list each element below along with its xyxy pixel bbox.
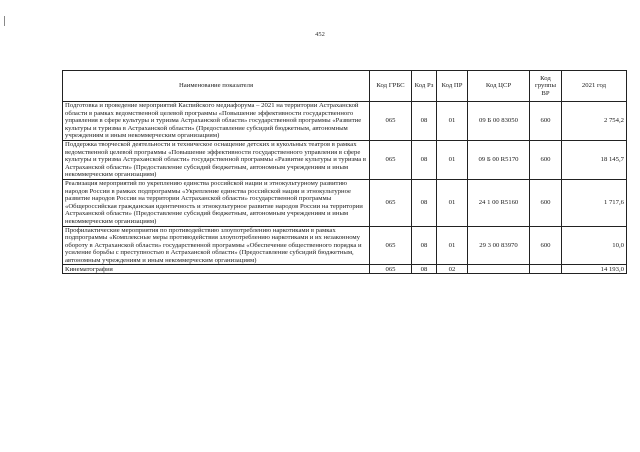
row-vr [530, 265, 562, 274]
table-row [63, 226, 627, 265]
row-csr: 29 3 00 83970 [468, 226, 530, 265]
row-pr: 01 [437, 179, 468, 226]
row-pr: 02 [437, 265, 468, 274]
header-csr: Код ЦСР [468, 71, 530, 102]
row-name: Подготовка и проведение мероприятий Каспийского медиафорума – 2021 на территории Астраханской области в рамках ведомственной целевой программы «Повышение эффективности государственного управления в сфере культуры и туризма Астраханской области» государственной программы «Развитие культуры и туризма в Астраханской области» (Предоставление субсидий бюджетным, автономным учреждениям и иным некоммерческим организациям) [63, 102, 370, 141]
row-rz: 08 [412, 102, 437, 141]
row-name: Реализация мероприятий по укреплению единства российской нации и этнокультурному развитию народов России в рамках подпрограммы «Укрепление единства российской нации и этнокультурное развитие народов России на территории Астраханской области» государственной программы «Общероссийская гражданская идентичность и этнокультурное развитие народов России на территории Астраханской области» (Предоставление субсидий бюджетным, автономным учреждениям и иным некоммерческим организациям) [63, 179, 370, 226]
header-year: 2021 год [562, 71, 627, 102]
row-rz: 08 [412, 226, 437, 265]
row-pr: 01 [437, 226, 468, 265]
row-amount: 18 145,7 [562, 140, 627, 179]
row-csr: 09 Б 00 R5170 [468, 140, 530, 179]
row-amount: 14 193,0 [562, 265, 627, 274]
row-grbs: 065 [370, 140, 412, 179]
row-name: Профилактические мероприятия по противодействию злоупотреблению наркотиками в рамках подпрограммы «Комплексные меры противодействия злоупотреблению наркотиками и их незаконному обороту в Астраханской области» государственной программы «Обеспечение общественного порядка и усиление борьбы с преступностью в Астраханской области» (Предоставление субсидий бюджетным, автономным учреждениям и иным некоммерческим организациям) [63, 226, 370, 265]
budget-table [62, 70, 627, 274]
header-pr: Код ПР [437, 71, 468, 102]
row-vr: 600 [530, 226, 562, 265]
page-number: 452 [315, 31, 325, 38]
row-grbs: 065 [370, 226, 412, 265]
row-rz: 08 [412, 265, 437, 274]
table-row [63, 179, 627, 226]
row-rz: 08 [412, 179, 437, 226]
header-vr: Код группы ВР [530, 71, 562, 102]
row-vr: 600 [530, 140, 562, 179]
table-row [63, 102, 627, 141]
row-amount: 10,0 [562, 226, 627, 265]
row-pr: 01 [437, 102, 468, 141]
row-vr: 600 [530, 102, 562, 141]
row-rz: 08 [412, 140, 437, 179]
row-csr: 09 Б 00 83050 [468, 102, 530, 141]
row-grbs: 065 [370, 179, 412, 226]
row-amount: 2 754,2 [562, 102, 627, 141]
row-name: Поддержка творческой деятельности и техническое оснащение детских и кукольных театров в рамках ведомственной целевой программы «Повышение эффективности государственного управления в сфере культуры и туризма Астраханской области» государственной программы «Развитие культуры и туризма в Астраханской области» (Предоставление субсидий бюджетным, автономным учреждениям и иным некоммерческим организациям) [63, 140, 370, 179]
row-csr: 24 1 00 R5160 [468, 179, 530, 226]
table-row [63, 140, 627, 179]
header-grbs: Код ГРБС [370, 71, 412, 102]
row-grbs: 065 [370, 102, 412, 141]
row-grbs: 065 [370, 265, 412, 274]
row-csr [468, 265, 530, 274]
header-name: Наименование показателя [63, 71, 370, 102]
table-row [63, 265, 627, 274]
row-amount: 1 717,6 [562, 179, 627, 226]
row-pr: 01 [437, 140, 468, 179]
row-vr: 600 [530, 179, 562, 226]
header-row [63, 71, 627, 102]
header-rz: Код Рз [412, 71, 437, 102]
row-name: Кинематография [63, 265, 370, 274]
margin-mark [4, 16, 5, 26]
